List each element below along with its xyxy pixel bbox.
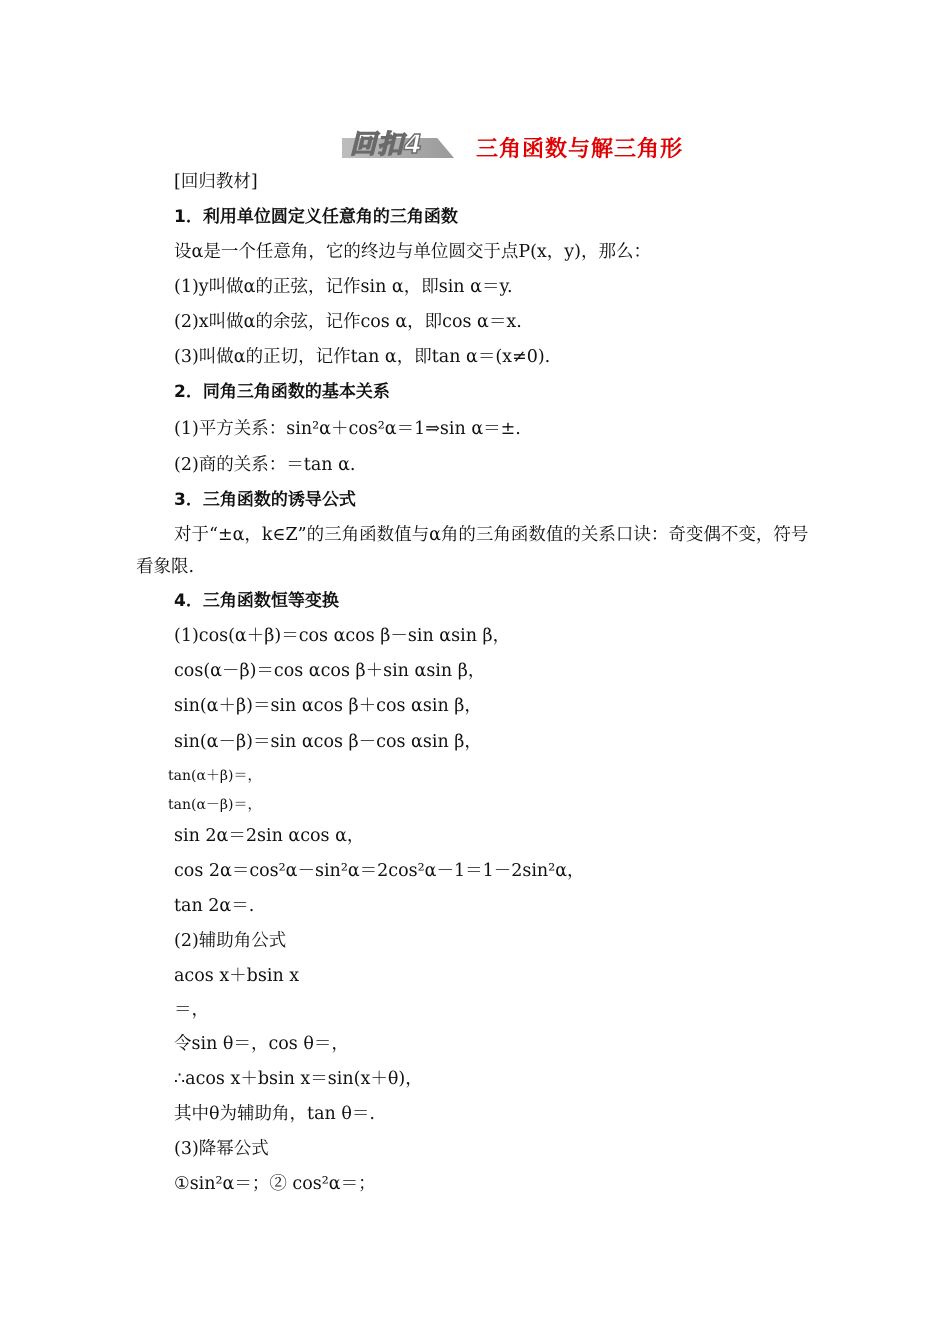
section-tag: [回归教材]	[174, 172, 258, 192]
formula-line: (2)辅助角公式	[174, 931, 287, 951]
section-title: 三角函数与解三角形	[476, 137, 684, 162]
formula-line: acos x＋bsin x	[174, 966, 300, 986]
paragraph-line: (3)叫做α的正切，记作tan α，即tan α＝(x≠0).	[174, 347, 551, 367]
paragraph-line: 设α是一个任意角，它的终边与单位圆交于点P(x，y)，那么：	[174, 242, 652, 262]
formula-line: cos(α－β)＝cos αcos β＋sin αsin β，	[174, 661, 486, 681]
formula-line: sin 2α＝2sin αcos α，	[174, 826, 365, 846]
header-badge	[342, 124, 450, 158]
formula-line: sin(α＋β)＝sin αcos β＋cos αsin β，	[174, 696, 482, 716]
heading-2: 2．同角三角函数的基本关系	[174, 382, 390, 402]
formula-line: cos 2α＝cos²α－sin²α＝2cos²α－1＝1－2sin²α，	[174, 861, 585, 881]
formula-line: (1)cos(α＋β)＝cos αcos β－sin αsin β，	[174, 626, 511, 646]
badge-label: 回扣4	[350, 130, 424, 160]
heading-1: 1．利用单位圆定义任意角的三角函数	[174, 207, 458, 227]
formula-line: ∴acos x＋bsin x＝sin(x＋θ)，	[174, 1069, 423, 1089]
formula-line: ①sin²α＝；② cos²α＝；	[174, 1174, 376, 1194]
paragraph-line: (1)平方关系：sin²α＋cos²α＝1⇒sin α＝±.	[174, 419, 521, 439]
formula-line: ＝，	[174, 1000, 209, 1020]
heading-3: 3．三角函数的诱导公式	[174, 490, 356, 510]
heading-4: 4．三角函数恒等变换	[174, 591, 339, 611]
formula-line: sin(α－β)＝sin αcos β－cos αsin β，	[174, 732, 482, 752]
formula-line: tan(α＋β)＝，	[168, 768, 262, 784]
paragraph-line: (2)x叫做α的余弦，记作cos α，即cos α＝x.	[174, 312, 522, 332]
paragraph-wrapped: 对于“±α，k∈Z”的三角函数值与α角的三角函数值的关系口诀：奇变偶不变，符号看象限.	[136, 525, 809, 577]
paragraph-line: (1)y叫做α的正弦，记作sin α，即sin α＝y.	[174, 277, 513, 297]
section-header	[338, 122, 698, 162]
formula-line: 其中θ为辅助角，tan θ＝.	[174, 1104, 375, 1124]
formula-line: tan(α－β)＝，	[168, 797, 262, 813]
formula-line: tan 2α＝.	[174, 896, 255, 916]
formula-line: (3)降幂公式	[174, 1139, 269, 1159]
paragraph-line: (2)商的关系：＝tan α.	[174, 455, 356, 475]
formula-line: 令sin θ＝，cos θ＝，	[174, 1034, 349, 1054]
